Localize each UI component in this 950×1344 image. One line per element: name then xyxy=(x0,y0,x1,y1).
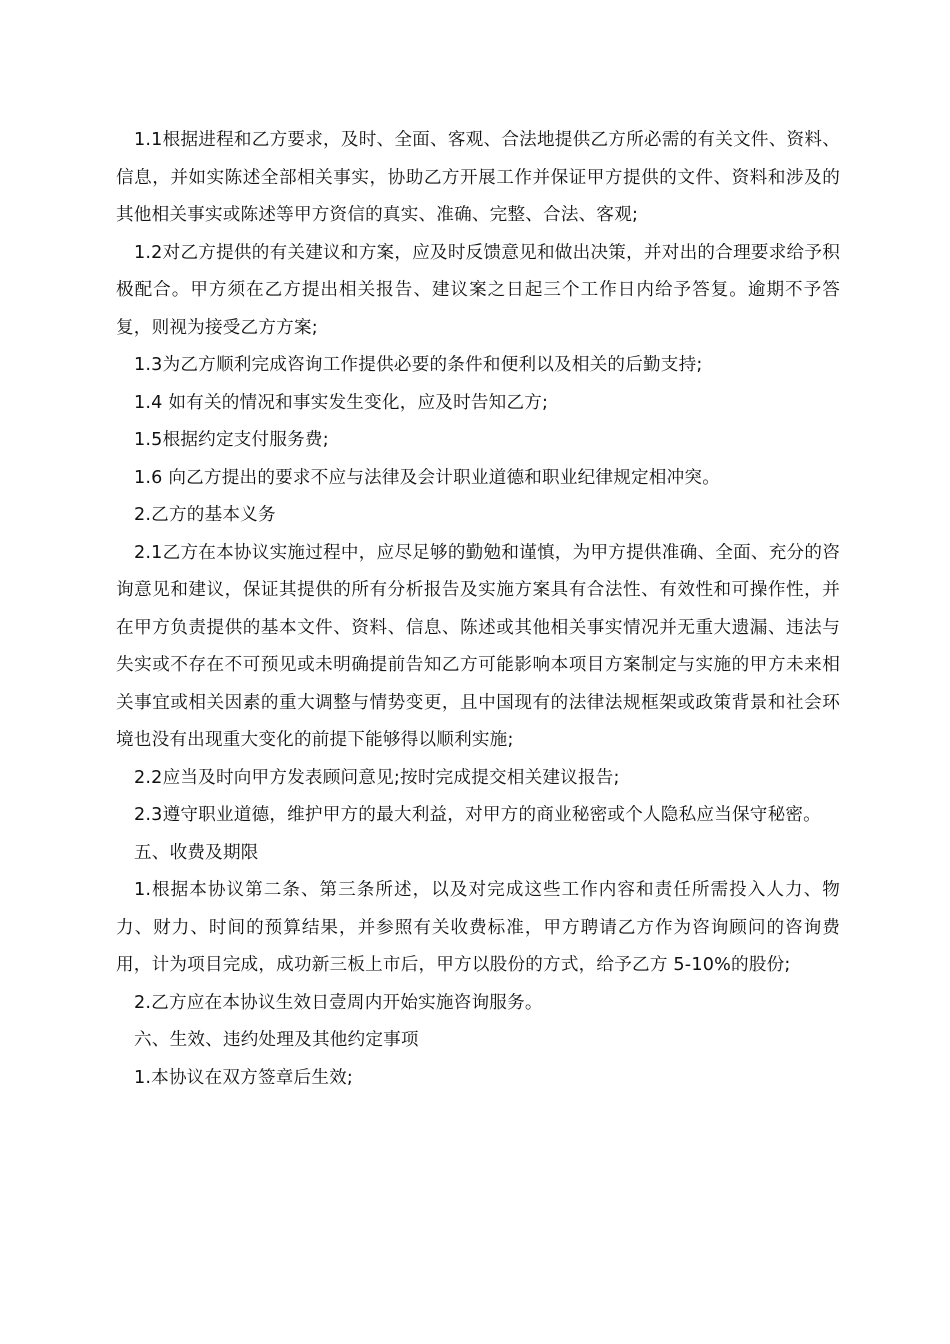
section-heading-fees-term: 五、收费及期限 xyxy=(134,842,259,863)
paragraph-1-1: 1.1根据进程和乙方要求，及时、全面、客观、合法地提供乙方所必需的有关文件、资料、信息，并如实陈述全部相关事实，协助乙方开展工作并保证甲方提供的文件、资料和涉及的其他相关事实或陈述等甲方资信的真实、准确、完整、合法、客观; xyxy=(116,130,840,225)
paragraph-2-3: 2.3遵守职业道德，维护甲方的最大利益，对甲方的商业秘密或个人隐私应当保守秘密。 xyxy=(134,805,821,825)
paragraph-1-6: 1.6 向乙方提出的要求不应与法律及会计职业道德和职业纪律规定相冲突。 xyxy=(134,467,720,488)
section-heading-party-b-obligations: 2.乙方的基本义务 xyxy=(134,505,276,525)
paragraph-2-2: 2.2应当及时向甲方发表顾问意见;按时完成提交相关建议报告; xyxy=(134,767,620,788)
paragraph-1-4: 1.4 如有关的情况和事实发生变化，应及时告知乙方; xyxy=(134,392,549,413)
paragraph-1-2: 1.2对乙方提供的有关建议和方案，应及时反馈意见和做出决策，并对出的合理要求给予积极配合。甲方须在乙方提出相关报告、建议案之日起三个工作日内给予答复。逾期不予答复，则视为接受乙方方案; xyxy=(116,242,840,338)
paragraph-2-1: 2.1乙方在本协议实施过程中，应尽足够的勤勉和谨慎，为甲方提供准确、全面、充分的咨询意见和建议，保证其提供的所有分析报告及实施方案具有合法性、有效性和可操作性，并在甲方负责提供的基本文件、资料、信息、陈述或其他相关事实情况并无重大遗漏、违法与失实或不存在不可预见或未明确提前告知乙方可能影响本项目方案制定与实施的甲方未来相关事宜或相关因素的重大调整与情势变更，且中国现有的法律法规框架或政策背景和社会环境也没有出现重大变化的前提下能够得以顺利实施; xyxy=(116,542,840,750)
paragraph-1-3: 1.3为乙方顺利完成咨询工作提供必要的条件和便利以及相关的后勤支持; xyxy=(134,355,703,375)
paragraph-effect-1: 1.本协议在双方签章后生效; xyxy=(134,1067,354,1088)
paragraph-fees-1: 1.根据本协议第二条、第三条所述，以及对完成这些工作内容和责任所需投入人力、物力、财力、时间的预算结果，并参照有关收费标准，甲方聘请乙方作为咨询顾问的咨询费用，计为项目完成，成功新三板上市后，甲方以股份的方式，给予乙方 5-10%的股份; xyxy=(116,880,840,975)
paragraph-1-5: 1.5根据约定支付服务费; xyxy=(134,430,329,450)
paragraph-fees-2: 2.乙方应在本协议生效日壹周内开始实施咨询服务。 xyxy=(134,992,543,1013)
section-heading-effect-breach: 六、生效、违约处理及其他约定事项 xyxy=(134,1030,419,1050)
